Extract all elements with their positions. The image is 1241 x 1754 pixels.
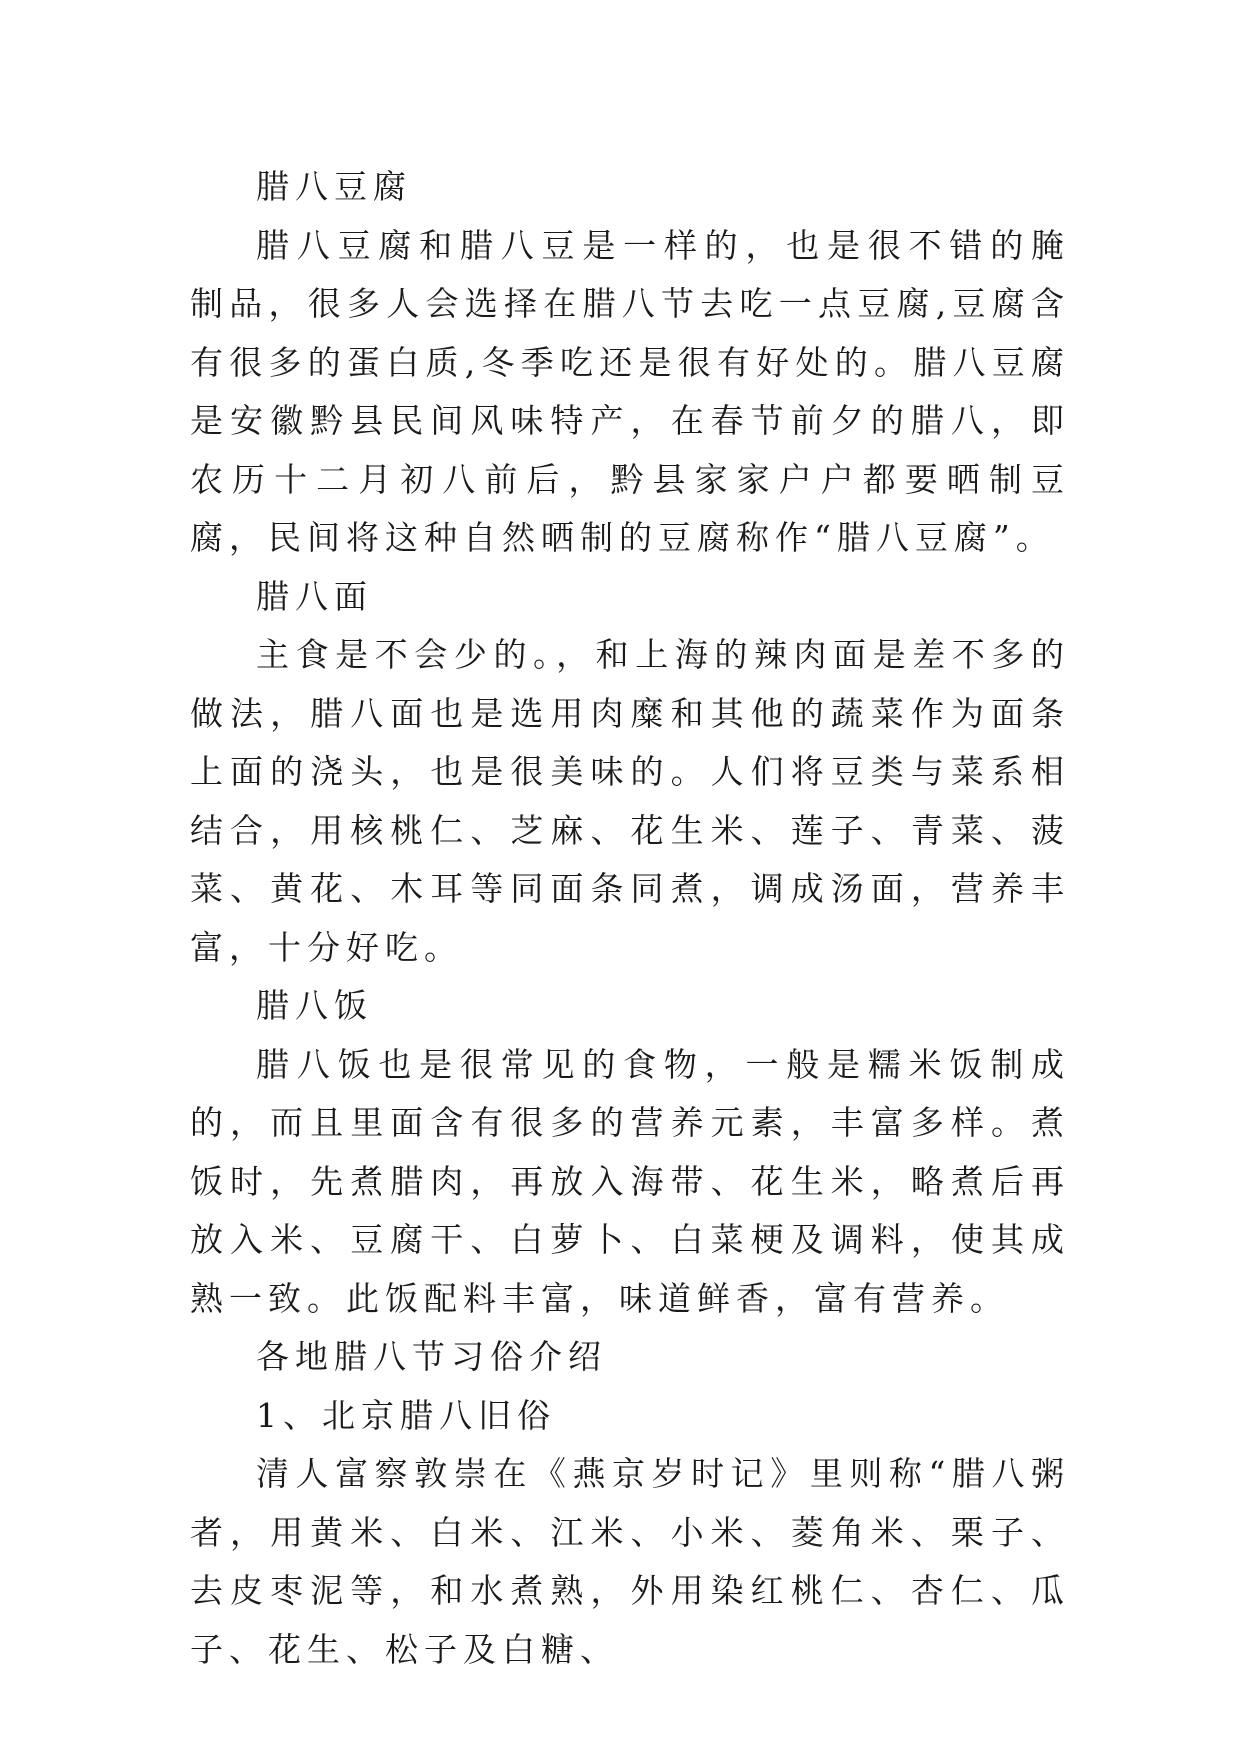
subsection-heading-beijing: 1、北京腊八旧俗: [256, 1395, 556, 1435]
paragraph-noodles: 主食是不会少的。，和上海的辣肉面是差不多的做法，腊八面也是选用肉糜和其他的蔬菜作为面条上面的浇头，也是很美味的。人们将豆类与菜系相结合，用核桃仁、芝麻、花生米、莲子、青菜、菠菜、黄花、木耳等同面条同煮，调成汤面，营养丰富，十分好吃。: [190, 635, 1070, 967]
section-heading-tofu: 腊八豆腐: [256, 167, 412, 206]
document-body: [190, 158, 1070, 1679]
paragraph-rice: 腊八饭也是很常见的食物，一般是糯米饭制成的，而且里面含有很多的营养元素，丰富多样。煮饭时，先煮腊肉，再放入海带、花生米，略煮后再放入米、豆腐干、白萝卜、白菜梗及调料，使其成熟一致。此饭配料丰富，味道鲜香，富有营养。: [190, 1044, 1070, 1318]
section-heading-rice: 腊八饭: [256, 986, 373, 1025]
paragraph-tofu: 腊八豆腐和腊八豆是一样的，也是很不错的腌制品，很多人会选择在腊八节去吃一点豆腐,豆腐含有很多的蛋白质,冬季吃还是很有好处的。腊八豆腐是安徽黔县民间风味特产，在春节前夕的腊八，即农历十二月初八前后，黔县家家户户都要晒制豆腐，民间将这种自然晒制的豆腐称作“腊八豆腐”。: [190, 225, 1070, 557]
section-heading-noodles: 腊八面: [256, 576, 373, 616]
section-heading-customs: 各地腊八节习俗介绍: [256, 1337, 607, 1376]
paragraph-beijing: 清人富察敦崇在《燕京岁时记》里则称“腊八粥者，用黄米、白米、江米、小米、菱角米、栗子、去皮枣泥等，和水煮熟，外用染红桃仁、杏仁、瓜子、花生、松子及白糖、: [190, 1454, 1070, 1669]
